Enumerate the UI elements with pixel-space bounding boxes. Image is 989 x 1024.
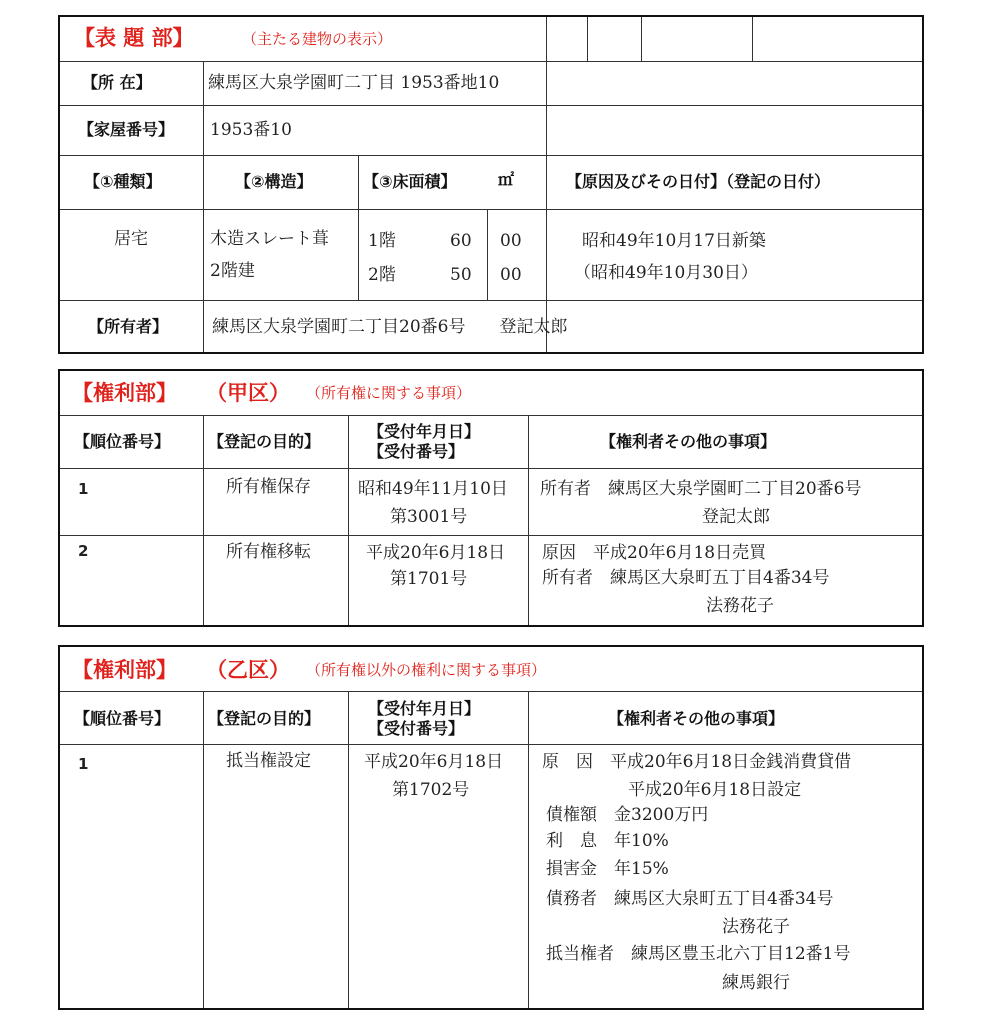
kou-row2-line: 所有者 練馬区大泉町五丁目4番34号 xyxy=(542,568,830,588)
kou-row2-date: 平成20年6月18日 xyxy=(366,543,506,563)
kou-section xyxy=(58,369,924,627)
floor2-int: 50 xyxy=(450,265,472,285)
col-divider xyxy=(203,415,204,625)
otsu-row1-no: 第1702号 xyxy=(392,780,470,800)
house-no-value: 1953番10 xyxy=(210,120,292,140)
col-divider xyxy=(203,691,204,1008)
kou-title: 【権利部】 xyxy=(72,381,177,405)
otsu-subtitle: （所有権以外の権利に関する事項） xyxy=(306,661,547,679)
col-receipt-date-header: 【受付年月日】 xyxy=(368,699,481,718)
row-divider xyxy=(60,535,922,536)
otsu-title: 【権利部】 xyxy=(72,658,177,682)
col-floor-unit: ㎡ xyxy=(498,170,515,189)
owner-label: 【所有者】 xyxy=(88,317,169,336)
otsu-row1-line: 抵当権者 練馬区豊玉北六丁目12番1号 xyxy=(546,944,851,964)
row-divider xyxy=(60,105,922,106)
col-divider xyxy=(752,17,753,61)
col-divider xyxy=(546,17,547,352)
row-divider xyxy=(60,155,922,156)
row-divider xyxy=(60,468,922,469)
cause-line-2: （昭和49年10月30日） xyxy=(574,263,758,283)
floor2-label: 2階 xyxy=(368,265,396,285)
col-rank-header: 【順位番号】 xyxy=(74,432,171,451)
kou-row2-line: 法務花子 xyxy=(706,596,774,616)
row-divider xyxy=(60,209,922,210)
kou-row1-line: 登記太郎 xyxy=(702,507,770,527)
row-divider xyxy=(60,691,922,692)
structure-line-1: 木造スレート葺 xyxy=(210,229,329,249)
otsu-row1-line: 債権額 金3200万円 xyxy=(546,805,709,825)
col-cause-header: 【原因及びその日付】（登記の日付） xyxy=(566,172,831,191)
otsu-section xyxy=(58,645,924,1010)
col-receipt-no-header: 【受付番号】 xyxy=(368,719,465,738)
kou-row2-purpose: 所有権移転 xyxy=(226,542,311,562)
kou-row1-purpose: 所有権保存 xyxy=(226,477,311,497)
col-divider xyxy=(641,17,642,61)
otsu-row1-date: 平成20年6月18日 xyxy=(364,752,504,772)
col-divider xyxy=(358,155,359,300)
otsu-row1-purpose: 抵当権設定 xyxy=(226,751,311,771)
owner-value: 練馬区大泉学園町二丁目20番6号 登記太郎 xyxy=(212,317,568,337)
col-holder-header: 【権利者その他の事項】 xyxy=(608,709,785,728)
kou-row1-date: 昭和49年11月10日 xyxy=(358,479,508,499)
row-divider xyxy=(60,61,922,62)
row-divider xyxy=(60,744,922,745)
otsu-row1-line: 原 因 平成20年6月18日金銭消費貸借 xyxy=(542,752,852,772)
col-divider xyxy=(528,691,529,1008)
col-divider xyxy=(528,415,529,625)
location-value: 練馬区大泉学園町二丁目 1953番地10 xyxy=(208,73,500,93)
hyodai-title: 【表 題 部】 xyxy=(74,26,194,50)
row-divider xyxy=(60,415,922,416)
floor1-label: 1階 xyxy=(368,231,396,251)
col-divider xyxy=(348,415,349,625)
col-receipt-no-header: 【受付番号】 xyxy=(368,442,465,461)
kou-row2-rank: 2 xyxy=(78,542,89,560)
col-divider xyxy=(203,61,204,352)
kou-row1-rank: 1 xyxy=(78,480,89,498)
col-receipt-date-header: 【受付年月日】 xyxy=(368,422,481,441)
hyodai-section xyxy=(58,15,924,354)
house-no-label: 【家屋番号】 xyxy=(78,120,175,139)
col-divider xyxy=(587,17,588,61)
otsu-row1-line: 損害金 年15% xyxy=(546,859,669,879)
kind-value: 居宅 xyxy=(114,229,148,249)
col-floor-header: 【③床面積】 xyxy=(363,172,457,191)
otsu-row1-line: 平成20年6月18日設定 xyxy=(628,780,802,800)
cause-line-1: 昭和49年10月17日新築 xyxy=(582,231,766,251)
otsu-row1-rank: 1 xyxy=(78,755,89,773)
col-purpose-header: 【登記の目的】 xyxy=(208,432,321,451)
kou-row2-no: 第1701号 xyxy=(390,569,468,589)
kou-row1-no: 第3001号 xyxy=(390,507,468,527)
structure-line-2: 2階建 xyxy=(210,261,255,281)
col-structure-header: 【②構造】 xyxy=(235,172,313,191)
otsu-row1-line: 練馬銀行 xyxy=(722,973,790,993)
col-rank-header: 【順位番号】 xyxy=(74,709,171,728)
floor1-dec: 00 xyxy=(500,231,522,251)
col-divider xyxy=(487,209,488,300)
otsu-row1-line: 債務者 練馬区大泉町五丁目4番34号 xyxy=(546,889,834,909)
kou-subtitle: （所有権に関する事項） xyxy=(306,384,472,402)
hyodai-subtitle: （主たる建物の表示） xyxy=(242,30,393,48)
col-purpose-header: 【登記の目的】 xyxy=(208,709,321,728)
floor2-dec: 00 xyxy=(500,265,522,285)
row-divider xyxy=(60,300,922,301)
col-holder-header: 【権利者その他の事項】 xyxy=(600,432,777,451)
location-label: 【所 在】 xyxy=(82,73,152,92)
otsu-row1-line: 法務花子 xyxy=(722,917,790,937)
col-divider xyxy=(348,691,349,1008)
otsu-row1-line: 利 息 年10% xyxy=(546,831,669,851)
kou-row1-line: 所有者 練馬区大泉学園町二丁目20番6号 xyxy=(540,479,862,499)
col-kind-header: 【①種類】 xyxy=(84,172,162,191)
kou-row2-line: 原因 平成20年6月18日売買 xyxy=(542,543,767,563)
floor1-int: 60 xyxy=(450,231,472,251)
kou-section-label: （甲区） xyxy=(206,381,290,405)
otsu-section-label: （乙区） xyxy=(206,658,290,682)
